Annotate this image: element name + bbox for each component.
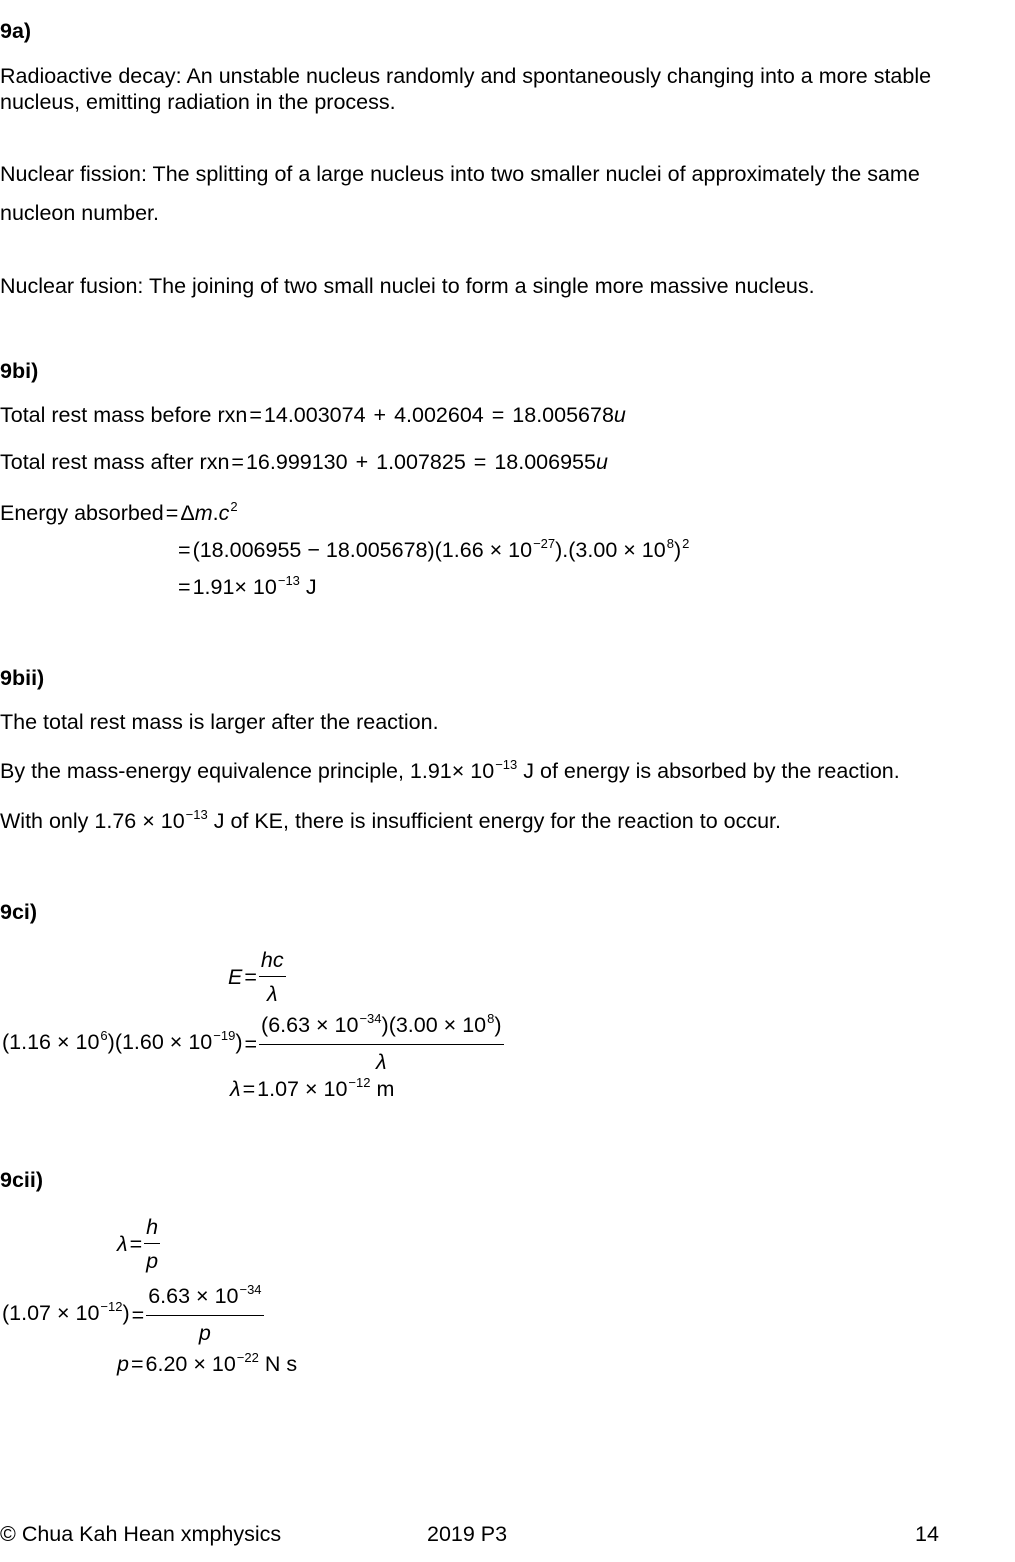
- substitution-text: ): [673, 538, 682, 562]
- before-b: 4.002604: [394, 403, 484, 427]
- after-total: 18.006955: [494, 450, 596, 474]
- fraction: [144, 1214, 160, 1274]
- exponent: 2: [682, 536, 690, 551]
- footer-paper-label: 2019 P3: [427, 1522, 508, 1546]
- fraction: [259, 947, 286, 1007]
- definition-nuclear-fission: Nuclear fission: The splitting of a large nucleus into two smaller nuclei of approximately the same nucleon number.: [0, 162, 920, 225]
- exponent: −12: [348, 1075, 371, 1090]
- after-label: Total rest mass after rxn: [0, 450, 230, 474]
- before-label: Total rest mass before rxn: [0, 403, 248, 427]
- lambda-symbol: λ: [230, 1077, 241, 1101]
- exponent: −13: [277, 573, 300, 588]
- fraction: [146, 1283, 263, 1346]
- lhs-text: ): [235, 1030, 243, 1054]
- result-value: 1.07 × 10: [257, 1077, 348, 1101]
- exponent: −22: [236, 1350, 259, 1365]
- after-a: 16.999130: [245, 450, 348, 474]
- answer-text: With only: [0, 809, 89, 833]
- denominator: p: [146, 1249, 159, 1273]
- answer-text: J of energy is absorbed by the reaction.: [523, 759, 900, 783]
- exponent: −13: [185, 807, 208, 822]
- rest-mass-after-equation: Total rest mass after rxn=16.999130 + 1.007825 = 18.006955u: [0, 450, 608, 474]
- result-value: 1.91× 10: [192, 575, 277, 599]
- delta-symbol: Δ: [180, 501, 195, 525]
- after-b: 1.007825: [376, 450, 466, 474]
- energy-result-line: $=1.91\times 10^{-13}$ J: [178, 573, 317, 599]
- lhs-text: ): [122, 1301, 130, 1325]
- unit-joule: J: [305, 575, 317, 599]
- energy-substitution-line: $=(18.006955 - 18.005678)(1.66 \times 10^{-27}).(3.00 \times 10^8)^2$: [178, 536, 690, 562]
- heading-9cii: 9cii): [0, 1168, 44, 1192]
- c-symbol: c: [218, 501, 230, 525]
- footer-page-number: 14: [915, 1522, 939, 1546]
- mass-symbol: m: [194, 501, 213, 525]
- exponent: −19: [213, 1028, 236, 1043]
- photon-energy-substitution: $(1.16 \times 10^6)(1.60 \times 10^{-19})=$ $\frac{(6.63 \times 10^{-34})(3.00 \times 10^8)}{\lambda}$: [2, 1011, 502, 1074]
- momentum-result: $p=6.20 \times 10^{-22}$ N s: [117, 1350, 298, 1376]
- before-a: 14.003074: [263, 403, 366, 427]
- numerator-text: 6.63 × 10: [148, 1284, 239, 1308]
- lhs-expression: [2, 1029, 242, 1058]
- lhs-text: (1.16 × 10: [2, 1030, 100, 1054]
- numerator: h: [144, 1214, 160, 1244]
- momentum-symbol: p: [117, 1352, 129, 1376]
- footer-copyright: © Chua Kah Hean xmphysics: [0, 1522, 282, 1546]
- answer-line-3: [0, 809, 781, 834]
- ke-value: 1.76 × 10: [94, 809, 185, 833]
- numerator: [146, 1283, 263, 1316]
- heading-9bii: 9bii): [0, 666, 45, 690]
- rest-mass-before-equation: Total rest mass before rxn=14.003074 + 4.002604 = 18.005678u: [0, 403, 626, 427]
- definition-radioactive-decay: Radioactive decay: An unstable nucleus randomly and spontaneously changing into a more stable nucleus, emitting radiation in the process.: [0, 64, 932, 114]
- numerator-text: (6.63 × 10: [261, 1013, 359, 1037]
- photon-energy-formula: E= $\frac{hc}{\lambda}$: [228, 948, 284, 1006]
- result-value: 6.20 × 10: [145, 1352, 236, 1376]
- definition-nuclear-fusion: Nuclear fusion: The joining of two small nuclei to form a single more massive nucleus.: [0, 274, 815, 298]
- unit-newton-second: N s: [264, 1352, 298, 1376]
- numerator: [259, 1012, 503, 1045]
- energy-value: 1.91× 10: [409, 759, 495, 783]
- wavelength-result: $\lambda=1.07 \times 10^{-12}$ m: [230, 1075, 395, 1101]
- fraction: [259, 1012, 503, 1075]
- energy-label: Energy absorbed: [0, 501, 164, 525]
- lambda-symbol: λ: [117, 1232, 128, 1256]
- exponent: 2: [230, 499, 238, 514]
- before-total: 18.005678: [512, 403, 614, 427]
- answer-text: J of KE, there is insufficient energy for the reaction to occur.: [213, 809, 781, 833]
- exponent: −34: [239, 1282, 262, 1297]
- de-broglie-formula: λ= $\frac{h}{p}$: [117, 1215, 159, 1273]
- substitution-text: (18.006955 − 18.005678)(1.66 × 10: [192, 538, 533, 562]
- numerator: hc: [259, 947, 286, 977]
- exponent: −13: [495, 757, 518, 772]
- lhs-expression: [2, 1300, 130, 1329]
- heading-9bi: 9bi): [0, 359, 39, 383]
- answer-text: By the mass-energy equivalence principle,: [0, 759, 404, 783]
- denominator: λ: [266, 982, 278, 1006]
- unit-u: u: [613, 403, 626, 427]
- energy-absorbed-equation: Energy $absorbed=\Delta m.c^2$: [0, 499, 238, 525]
- exponent: 8: [487, 1011, 495, 1026]
- answer-line-2: [0, 759, 900, 784]
- substitution-text: ).(3.00 × 10: [555, 538, 666, 562]
- momentum-substitution: $(1.07 \times 10^{-12})=$ $\frac{6.63 \times 10^{-34}}{p}$: [2, 1282, 262, 1345]
- lhs-text: (1.07 × 10: [2, 1301, 100, 1325]
- denominator: λ: [375, 1050, 387, 1074]
- exponent: 6: [100, 1028, 108, 1043]
- numerator-text: ): [494, 1013, 502, 1037]
- exponent: −27: [533, 536, 556, 551]
- heading-9ci: 9ci): [0, 900, 38, 924]
- lhs-text: )(1.60 × 10: [107, 1030, 213, 1054]
- energy-symbol: E: [228, 965, 243, 989]
- unit-metre: m: [376, 1077, 395, 1101]
- unit-u: u: [595, 450, 608, 474]
- exponent: −12: [100, 1299, 123, 1314]
- numerator-text: )(3.00 × 10: [381, 1013, 487, 1037]
- answer-line-1: The total rest mass is larger after the reaction.: [0, 710, 439, 734]
- exponent: 8: [666, 536, 674, 551]
- heading-9a: 9a): [0, 19, 32, 43]
- exponent: −34: [359, 1011, 382, 1026]
- denominator: p: [198, 1321, 211, 1345]
